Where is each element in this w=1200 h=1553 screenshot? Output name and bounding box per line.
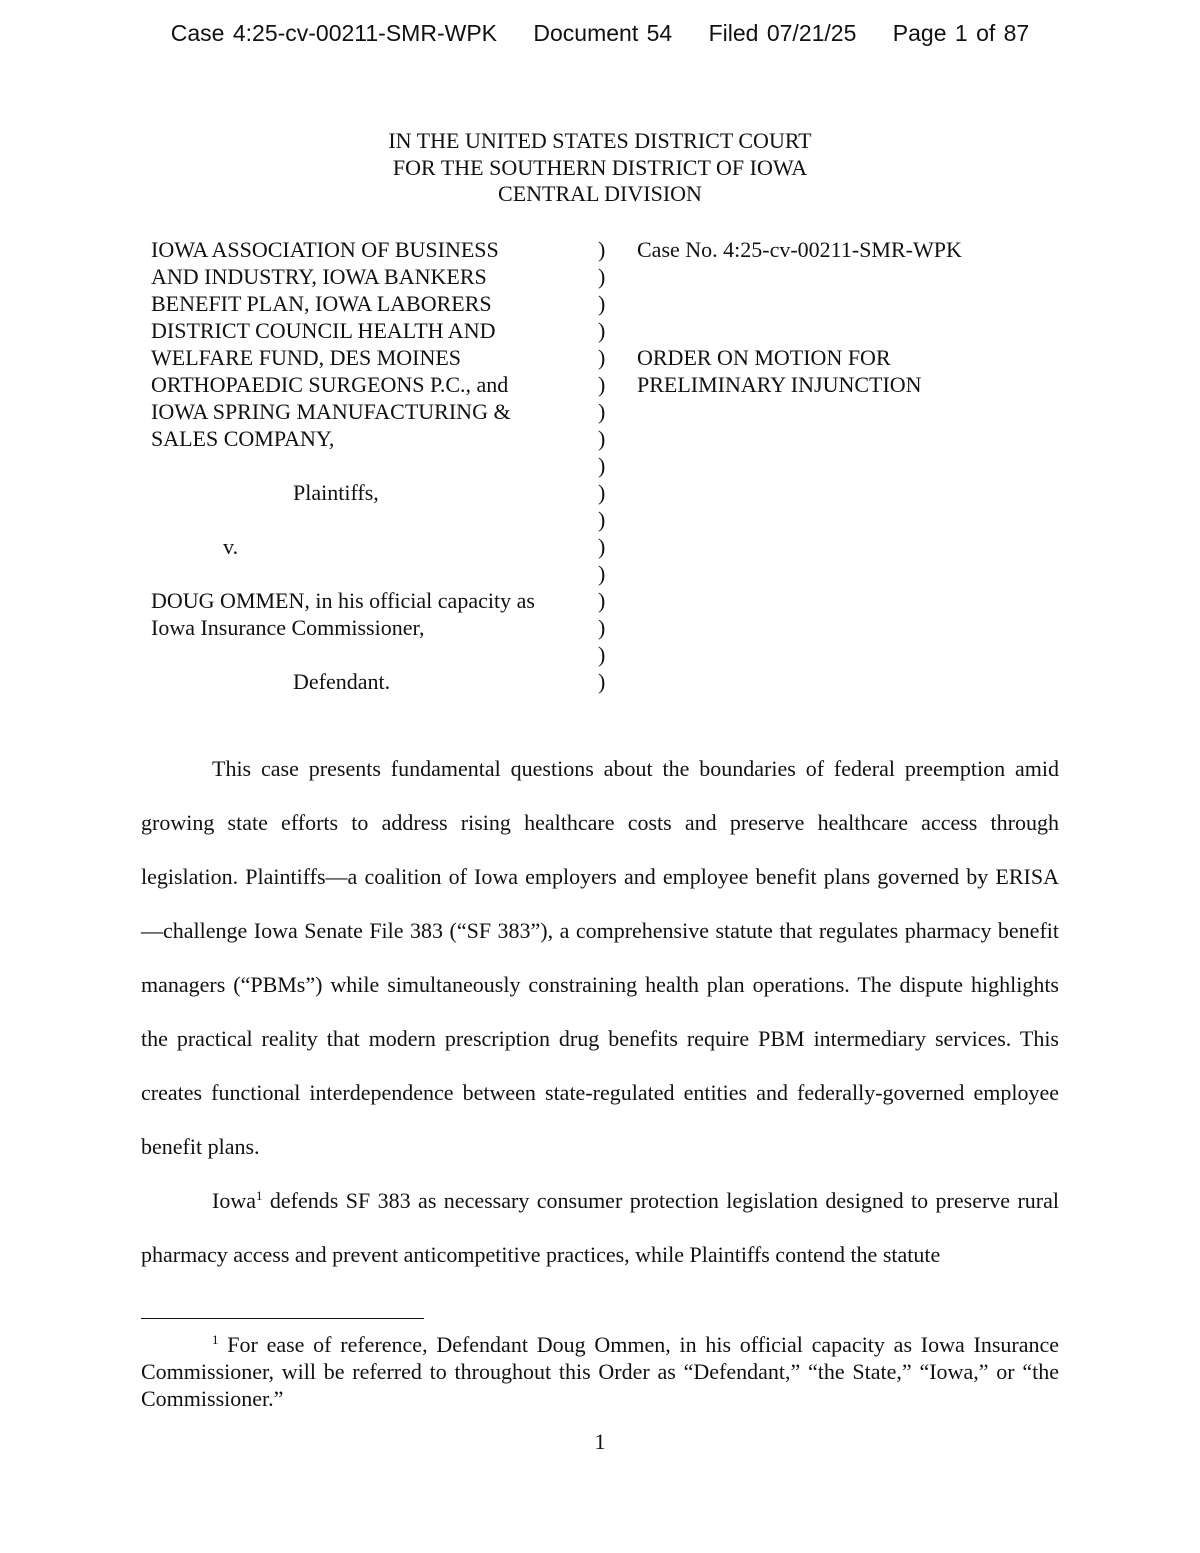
plaintiff-line-7: IOWA SPRING MANUFACTURING & bbox=[151, 399, 511, 424]
paragraph-2-lead-word: Iowa bbox=[212, 1188, 256, 1213]
defendant-line-2: Iowa Insurance Commissioner, bbox=[151, 615, 425, 640]
caption-paren: ) bbox=[598, 399, 606, 424]
caption-paren: ) bbox=[598, 669, 606, 694]
caption-paren: ) bbox=[598, 480, 606, 505]
footnote-1 bbox=[141, 1331, 1059, 1412]
defendant-label: Defendant. bbox=[293, 669, 391, 694]
caption-paren: ) bbox=[598, 642, 606, 667]
footnote bbox=[141, 1331, 1059, 1412]
plaintiff-line-8: SALES COMPANY, bbox=[151, 426, 335, 451]
caption-spacer bbox=[151, 506, 591, 533]
caption-paren: ) bbox=[598, 507, 606, 532]
defendant-line-1: DOUG OMMEN, in his official capacity as bbox=[151, 588, 535, 613]
caption-paren: ) bbox=[598, 453, 606, 478]
header-page-count: Page 1 of 87 bbox=[892, 20, 1030, 46]
caption-paren: ) bbox=[598, 561, 606, 586]
plaintiff-line-6: ORTHOPAEDIC SURGEONS P.C., and bbox=[151, 372, 509, 397]
order-title bbox=[637, 344, 922, 398]
caption-spacer bbox=[151, 560, 591, 587]
court-title-line-2: FOR THE SOUTHERN DISTRICT OF IOWA bbox=[392, 154, 808, 180]
order-title-line-1: ORDER ON MOTION FOR bbox=[637, 345, 891, 370]
court-title-line-1: IN THE UNITED STATES DISTRICT COURT bbox=[388, 128, 812, 153]
case-number: Case No. 4:25-cv-00211-SMR-WPK bbox=[637, 237, 962, 262]
caption-paren: ) bbox=[598, 237, 606, 262]
order-title-line-2: PRELIMINARY INJUNCTION bbox=[637, 372, 922, 397]
header-case-number: Case 4:25-cv-00211-SMR-WPK bbox=[170, 20, 498, 46]
header-document-number: Document 54 bbox=[533, 20, 673, 46]
footnote-text: For ease of reference, Defendant Doug Ommen, in his official capacity as Iowa Insurance Commissioner, will be referred to throughout this Order as “Defendant,” “the State,” “Iowa,” or “the Commissioner.” bbox=[141, 1332, 1059, 1411]
caption-paren: ) bbox=[598, 615, 606, 640]
plaintiff-line-3: BENEFIT PLAN, IOWA LABORERS bbox=[151, 291, 492, 316]
footnote-number: 1 bbox=[212, 1332, 219, 1347]
caption-paren: ) bbox=[598, 588, 606, 613]
paragraph-2-text: defends SF 383 as necessary consumer protection legislation designed to preserve rural pharmacy access and prevent anticompetitive practices, while Plaintiffs contend the statute bbox=[141, 1188, 1059, 1267]
versus-label: v. bbox=[223, 534, 239, 559]
caption-paren: ) bbox=[598, 426, 606, 451]
caption-paren: ) bbox=[598, 534, 606, 559]
footnote-reference[interactable]: 1 bbox=[255, 1188, 263, 1203]
plaintiff-line-5: WELFARE FUND, DES MOINES bbox=[151, 345, 462, 370]
caption-paren: ) bbox=[598, 318, 606, 343]
header-filed-date: Filed 07/21/25 bbox=[708, 20, 857, 46]
case-caption-parties bbox=[151, 236, 591, 695]
caption-paren: ) bbox=[598, 264, 606, 289]
footnote-divider bbox=[141, 1318, 424, 1319]
page-number: 1 bbox=[594, 1429, 606, 1454]
plaintiffs-label: Plaintiffs, bbox=[293, 480, 379, 505]
caption-paren: ) bbox=[598, 345, 606, 370]
body-paragraph-2 bbox=[141, 1174, 1059, 1282]
order-body bbox=[141, 742, 1059, 1282]
court-title bbox=[0, 128, 1200, 208]
caption-paren: ) bbox=[598, 291, 606, 316]
caption-paren-column bbox=[598, 236, 618, 695]
body-paragraph-1: This case presents fundamental questions about the boundaries of federal preemption amid growing state efforts to address rising healthcare costs and preserve healthcare access through legislation. Plaintiffs—a coalition of Iowa employers and employee benefit plans governed by ERISA—challenge Iowa Senate File 383 (“SF 383”), a comprehensive statute that regulates pharmacy benefit managers (“PBMs”) while simultaneously constraining health plan operations. The dispute highlights the practical reality that modern prescription drug benefits require PBM intermediary services. This creates functional interdependence between state-regulated entities and federally-governed employee benefit plans. bbox=[141, 756, 1059, 1159]
plaintiff-line-1: IOWA ASSOCIATION OF BUSINESS bbox=[151, 237, 499, 262]
court-title-line-3: CENTRAL DIVISION bbox=[498, 181, 702, 206]
caption-spacer bbox=[151, 452, 591, 479]
caption-spacer bbox=[151, 641, 591, 668]
plaintiff-line-2: AND INDUSTRY, IOWA BANKERS bbox=[151, 264, 487, 289]
caption-paren: ) bbox=[598, 372, 606, 397]
ecf-filing-header bbox=[0, 20, 1200, 47]
plaintiff-line-4: DISTRICT COUNCIL HEALTH AND bbox=[151, 318, 496, 343]
